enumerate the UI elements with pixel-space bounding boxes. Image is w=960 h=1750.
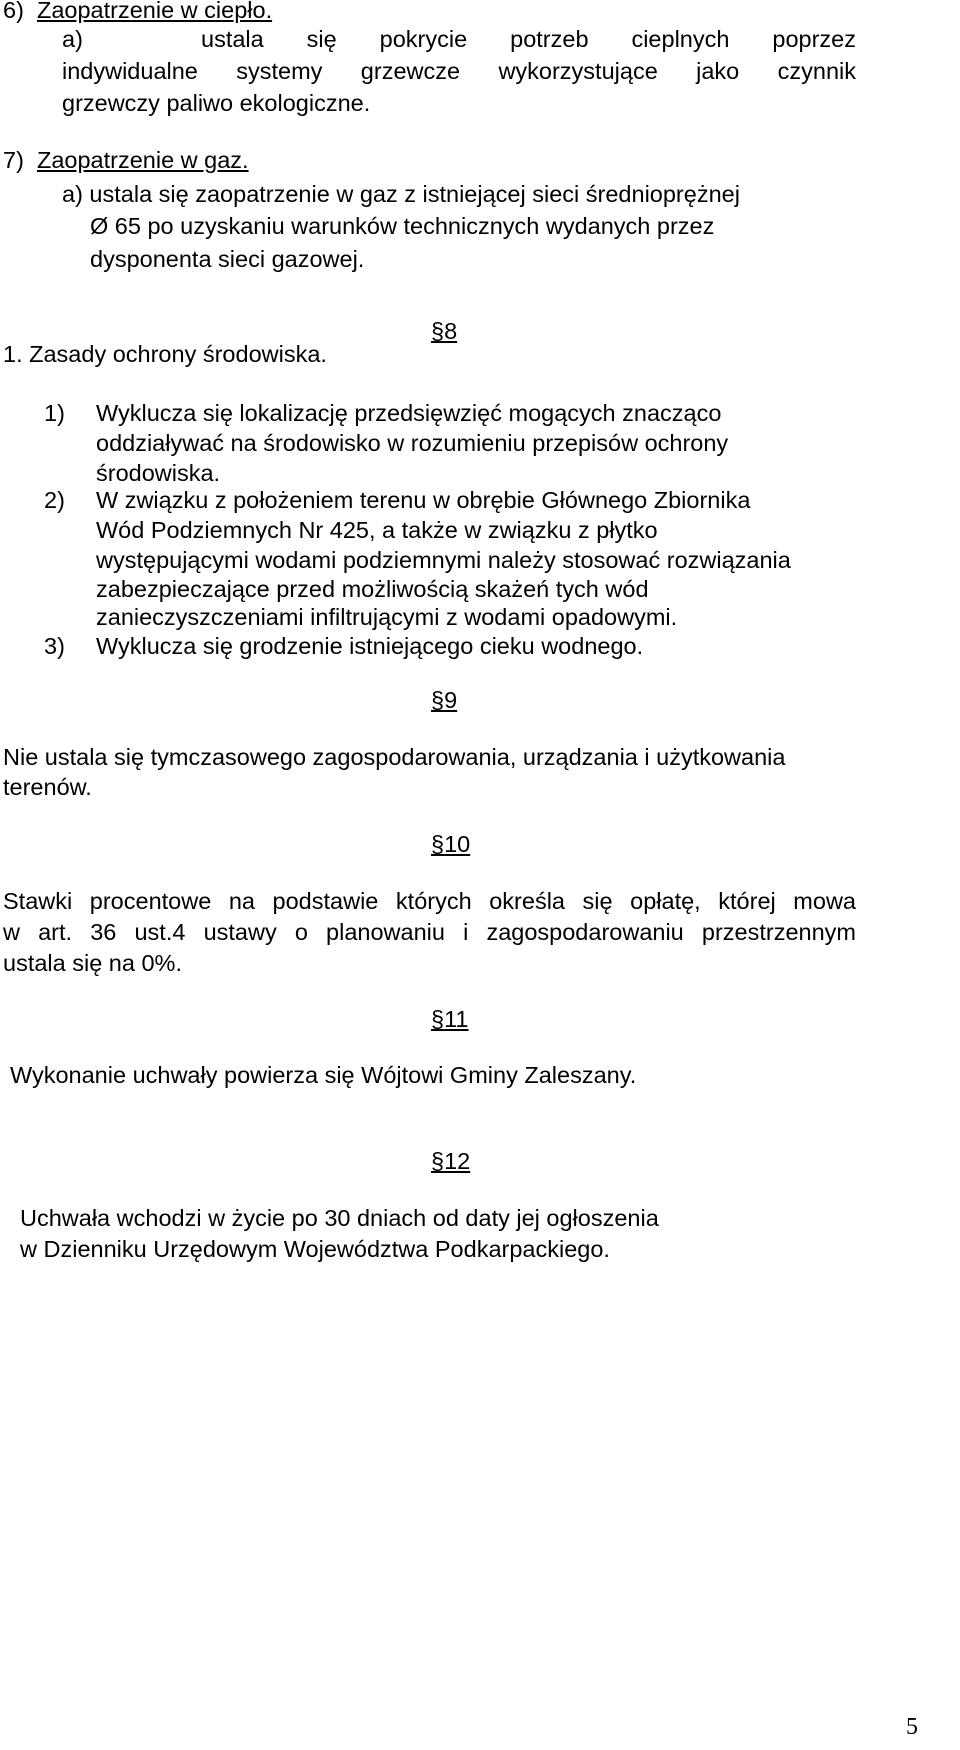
section-7-a-line-1: a) ustala się zaopatrzenie w gaz z istniejącej sieci średnioprężnej [62, 181, 740, 207]
item-1-line-2: oddziaływać na środowisko w rozumieniu przepisów ochrony [96, 430, 729, 456]
item-2-line-1: W związku z położeniem terenu w obrębie Głównego Zbiornika [96, 487, 751, 513]
item-1-number: 1) [44, 400, 65, 426]
section-6-number: 6) [3, 0, 24, 23]
paragraph-12-number: 12 [444, 1148, 471, 1174]
paragraph-10-line-3: ustala się na 0%. [3, 950, 182, 976]
paragraph-9-mark [431, 684, 457, 717]
paragraph-10-line-1: Stawki procentowe na podstawie których określa się opłatę, której mowa [3, 888, 856, 914]
paragraph-9-line-2: terenów. [3, 774, 92, 800]
section-sign: § [431, 687, 445, 713]
paragraph-8-number: 8 [444, 318, 458, 344]
section-sign: § [431, 831, 445, 857]
paragraph-9-number: 9 [444, 687, 458, 713]
paragraph-11-mark [431, 1003, 468, 1036]
paragraph-12-line-1: Uchwała wchodzi w życie po 30 dniach od daty jej ogłoszenia [20, 1205, 659, 1231]
section-sign: § [431, 1006, 445, 1032]
section-7-number: 7) [3, 147, 24, 173]
page-number: 5 [906, 1714, 918, 1740]
paragraph-10-number: 10 [444, 831, 471, 857]
section-6-a-line-3: grzewczy paliwo ekologiczne. [62, 90, 371, 116]
paragraph-12-line-2: w Dzienniku Urzędowym Województwa Podkarpackiego. [20, 1236, 610, 1262]
paragraph-8-mark [431, 315, 457, 348]
item-2-number: 2) [44, 487, 65, 513]
section-7-a-line-3: dysponenta sieci gazowej. [90, 246, 365, 272]
section-6-a-line-2: indywidualne systemy grzewcze wykorzystujące jako czynnik [62, 58, 856, 84]
item-2-line-3: występującymi wodami podziemnymi należy stosować rozwiązania [96, 547, 791, 573]
paragraph-8-heading: 1. Zasady ochrony środowiska. [3, 341, 327, 367]
paragraph-12-mark [431, 1145, 470, 1178]
item-3-number: 3) [44, 633, 65, 659]
section-7-a-line-2: Ø 65 po uzyskaniu warunków technicznych wydanych przez [90, 213, 715, 239]
paragraph-11-number: 11 [444, 1006, 469, 1032]
item-1-line-3: środowiska. [96, 460, 221, 486]
section-7-heading [3, 144, 249, 177]
paragraph-10-line-2: w art. 36 ust.4 ustawy o planowaniu i zagospodarowaniu przestrzennym [3, 919, 856, 945]
item-3-line-1: Wyklucza się grodzenie istniejącego cieku wodnego. [96, 633, 644, 659]
paragraph-9-line-1: Nie ustala się tymczasowego zagospodarowania, urządzania i użytkowania [3, 744, 786, 770]
paragraph-11-line-1: Wykonanie uchwały powierza się Wójtowi Gminy Zaleszany. [10, 1062, 637, 1088]
section-6-a-label: a) [62, 26, 83, 52]
section-6-title: Zaopatrzenie w ciepło. [36, 0, 273, 23]
item-2-line-5: zanieczyszczeniami infiltrującymi z wodami opadowymi. [96, 604, 678, 630]
item-2-line-2: Wód Podziemnych Nr 425, a także w związku z płytko [96, 517, 658, 543]
section-sign: § [431, 318, 445, 344]
section-6-a-line-1: ustala się pokrycie potrzeb cieplnych poprzez [201, 26, 856, 52]
item-1-line-1: Wyklucza się lokalizację przedsięwzięć mogących znacząco [96, 400, 722, 426]
paragraph-10-mark [431, 828, 470, 861]
item-2-line-4: zabezpieczające przed możliwością skażeń tych wód [96, 576, 649, 602]
section-7-title: Zaopatrzenie w gaz. [36, 147, 249, 173]
section-sign: § [431, 1148, 445, 1174]
